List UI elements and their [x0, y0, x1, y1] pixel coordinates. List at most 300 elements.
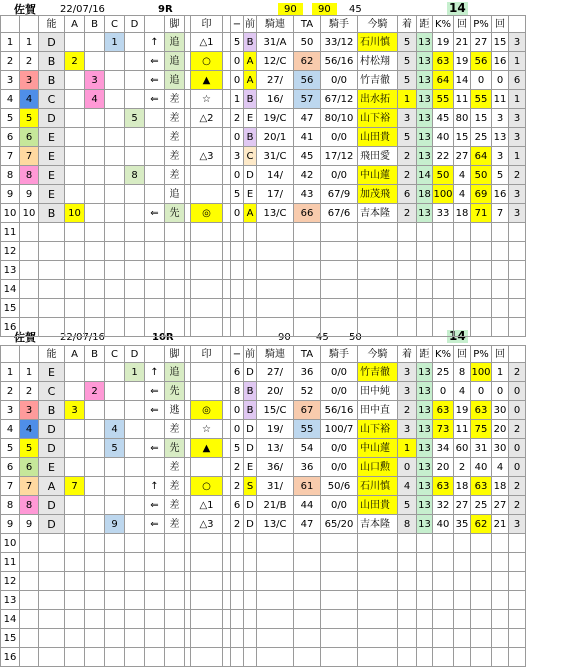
jockey-stats	[321, 572, 358, 591]
spacer	[223, 515, 231, 534]
current-jockey	[358, 534, 398, 553]
table-row	[1, 128, 526, 147]
spacer	[223, 242, 231, 261]
header-value-b: 45	[316, 332, 329, 343]
jockey-stats: 0/0	[321, 363, 358, 382]
k-percent	[433, 610, 454, 629]
rating-cell: E	[39, 166, 65, 185]
score-d	[125, 439, 145, 458]
score-a	[65, 648, 85, 667]
p-count: 16	[492, 185, 509, 204]
spacer	[223, 610, 231, 629]
column-header-row	[1, 16, 526, 33]
finish-cell	[398, 280, 417, 299]
current-jockey: 村松翔	[358, 52, 398, 71]
prev-grade	[244, 591, 257, 610]
row-number: 4	[1, 420, 20, 439]
p-count: 20	[492, 420, 509, 439]
jockey-stats	[321, 280, 358, 299]
jockey-combo: 31/	[257, 477, 294, 496]
k-count: 4	[454, 166, 471, 185]
final-cell: 2	[509, 477, 526, 496]
k-count: 21	[454, 33, 471, 52]
k-count	[454, 610, 471, 629]
p-percent	[471, 299, 492, 318]
score-a	[65, 363, 85, 382]
score-b	[85, 166, 105, 185]
rating-cell	[39, 280, 65, 299]
score-d: 1	[125, 363, 145, 382]
column-header: 着	[398, 346, 417, 363]
row-number: 14	[1, 280, 20, 299]
k-count	[454, 591, 471, 610]
jockey-combo: 13/C	[257, 515, 294, 534]
running-style	[165, 553, 185, 572]
jockey-combo: 36/	[257, 458, 294, 477]
score-a	[65, 33, 85, 52]
score-a	[65, 185, 85, 204]
p-count	[492, 591, 509, 610]
rating-cell: B	[39, 204, 65, 223]
score-c	[105, 299, 125, 318]
column-header: 能	[39, 16, 65, 33]
p-count: 21	[492, 515, 509, 534]
gate-number: 8	[20, 496, 39, 515]
spacer	[223, 71, 231, 90]
ta-value: 56	[294, 71, 321, 90]
running-style: 先	[165, 439, 185, 458]
trend-arrow: ⇐	[145, 496, 165, 515]
score-b: 3	[85, 71, 105, 90]
k-count	[454, 242, 471, 261]
jockey-combo	[257, 591, 294, 610]
mark-cell: ○	[191, 477, 223, 496]
k-percent: 40	[433, 515, 454, 534]
running-style	[165, 242, 185, 261]
row-number: 7	[1, 477, 20, 496]
distance-cell: 13	[417, 439, 433, 458]
k-percent: 40	[433, 128, 454, 147]
jockey-combo	[257, 242, 294, 261]
final-cell: 3	[509, 185, 526, 204]
jockey-stats: 0/0	[321, 439, 358, 458]
prev-pos	[231, 572, 244, 591]
final-cell	[509, 242, 526, 261]
prev-pos: 5	[231, 33, 244, 52]
ta-value: 54	[294, 439, 321, 458]
p-percent: 55	[471, 90, 492, 109]
column-header: 距	[417, 16, 433, 33]
running-style: 追	[165, 52, 185, 71]
k-percent	[433, 553, 454, 572]
finish-cell	[398, 242, 417, 261]
score-d	[125, 401, 145, 420]
trend-arrow	[145, 242, 165, 261]
column-header: 脚	[165, 16, 185, 33]
table-row	[1, 515, 526, 534]
jockey-stats: 56/16	[321, 52, 358, 71]
row-number: 13	[1, 591, 20, 610]
trend-arrow	[145, 261, 165, 280]
score-c	[105, 109, 125, 128]
row-number: 5	[1, 439, 20, 458]
ta-value	[294, 534, 321, 553]
column-header: −	[231, 16, 244, 33]
ta-value: 57	[294, 90, 321, 109]
score-a: 2	[65, 52, 85, 71]
spacer	[223, 534, 231, 553]
ta-value: 52	[294, 382, 321, 401]
ta-value	[294, 648, 321, 667]
score-d	[125, 52, 145, 71]
p-count: 4	[492, 458, 509, 477]
distance-cell: 13	[417, 109, 433, 128]
spacer	[223, 52, 231, 71]
running-style: 先	[165, 382, 185, 401]
column-header: P%	[471, 346, 492, 363]
final-cell: 3	[509, 515, 526, 534]
score-b	[85, 496, 105, 515]
score-b	[85, 33, 105, 52]
rating-cell	[39, 318, 65, 337]
row-number: 15	[1, 629, 20, 648]
finish-cell: 3	[398, 382, 417, 401]
mark-cell: △3	[191, 147, 223, 166]
prev-pos: 8	[231, 382, 244, 401]
current-jockey	[358, 629, 398, 648]
jockey-stats: 67/12	[321, 90, 358, 109]
current-jockey: 出水拓	[358, 90, 398, 109]
p-percent: 50	[471, 166, 492, 185]
trend-arrow: ⇐	[145, 52, 165, 71]
trend-arrow: ⇐	[145, 90, 165, 109]
finish-cell: 0	[398, 458, 417, 477]
final-cell: 3	[509, 128, 526, 147]
current-jockey	[358, 591, 398, 610]
p-count: 30	[492, 401, 509, 420]
prev-grade: B	[244, 401, 257, 420]
spacer	[223, 591, 231, 610]
rating-cell: E	[39, 363, 65, 382]
prev-grade: D	[244, 439, 257, 458]
trend-arrow: ⇐	[145, 401, 165, 420]
running-style	[165, 648, 185, 667]
column-header: C	[105, 16, 125, 33]
score-d	[125, 242, 145, 261]
rating-cell: C	[39, 382, 65, 401]
current-jockey	[358, 223, 398, 242]
current-jockey: 石川慎	[358, 33, 398, 52]
score-a	[65, 591, 85, 610]
trend-arrow: ↑	[145, 33, 165, 52]
spacer	[223, 553, 231, 572]
rating-cell: A	[39, 477, 65, 496]
prev-grade: E	[244, 109, 257, 128]
mark-cell	[191, 648, 223, 667]
column-header: 今騎	[358, 16, 398, 33]
running-style: 差	[165, 420, 185, 439]
mark-cell: ☆	[191, 90, 223, 109]
jockey-combo	[257, 572, 294, 591]
final-cell: 2	[509, 363, 526, 382]
row-number: 7	[1, 147, 20, 166]
k-count: 19	[454, 52, 471, 71]
mark-cell	[191, 629, 223, 648]
current-jockey	[358, 261, 398, 280]
jockey-combo	[257, 318, 294, 337]
finish-cell: 4	[398, 477, 417, 496]
mark-cell	[191, 242, 223, 261]
score-a	[65, 496, 85, 515]
p-percent: 25	[471, 128, 492, 147]
jockey-combo: 17/	[257, 185, 294, 204]
mark-cell	[191, 458, 223, 477]
gate-number: 3	[20, 401, 39, 420]
gate-number	[20, 553, 39, 572]
ta-value	[294, 280, 321, 299]
current-jockey: 山田貴	[358, 496, 398, 515]
ta-value	[294, 572, 321, 591]
p-count: 0	[492, 71, 509, 90]
prev-grade	[244, 629, 257, 648]
jockey-stats	[321, 242, 358, 261]
mark-cell: ○	[191, 52, 223, 71]
distance-cell: 13	[417, 33, 433, 52]
finish-cell: 8	[398, 515, 417, 534]
prev-pos	[231, 280, 244, 299]
jockey-combo: 31/A	[257, 33, 294, 52]
column-header: 騎手	[321, 346, 358, 363]
k-percent	[433, 591, 454, 610]
column-header: D	[125, 346, 145, 363]
score-d	[125, 458, 145, 477]
score-d: 5	[125, 109, 145, 128]
table-row	[1, 534, 526, 553]
gate-number	[20, 534, 39, 553]
running-style: 追	[165, 33, 185, 52]
score-b	[85, 223, 105, 242]
ta-value: 43	[294, 185, 321, 204]
current-jockey	[358, 280, 398, 299]
k-percent	[433, 318, 454, 337]
score-c	[105, 52, 125, 71]
score-d	[125, 648, 145, 667]
distance-cell	[417, 648, 433, 667]
column-header: 騎手	[321, 16, 358, 33]
k-count	[454, 299, 471, 318]
score-a	[65, 261, 85, 280]
prev-pos: 0	[231, 52, 244, 71]
jockey-combo	[257, 299, 294, 318]
jockey-stats: 56/16	[321, 401, 358, 420]
final-cell: 3	[509, 109, 526, 128]
ta-value	[294, 591, 321, 610]
gate-number: 8	[20, 166, 39, 185]
jockey-combo	[257, 223, 294, 242]
row-number: 15	[1, 299, 20, 318]
finish-cell: 3	[398, 363, 417, 382]
mark-cell	[191, 185, 223, 204]
current-jockey	[358, 242, 398, 261]
trend-arrow	[145, 648, 165, 667]
distance-cell: 13	[417, 420, 433, 439]
distance-cell: 13	[417, 90, 433, 109]
rating-cell: D	[39, 420, 65, 439]
final-cell: 0	[509, 401, 526, 420]
current-jockey: 吉本隆	[358, 204, 398, 223]
jockey-combo: 16/	[257, 90, 294, 109]
score-a: 7	[65, 477, 85, 496]
spacer	[223, 33, 231, 52]
k-percent: 63	[433, 401, 454, 420]
score-c: 9	[105, 515, 125, 534]
p-count: 16	[492, 52, 509, 71]
gate-number	[20, 299, 39, 318]
k-percent: 33	[433, 204, 454, 223]
table-row	[1, 109, 526, 128]
score-c	[105, 261, 125, 280]
score-a	[65, 610, 85, 629]
race-number: 10R	[152, 332, 174, 343]
k-percent	[433, 280, 454, 299]
score-b	[85, 648, 105, 667]
score-c	[105, 629, 125, 648]
final-cell: 1	[509, 90, 526, 109]
gate-number	[20, 318, 39, 337]
score-a	[65, 242, 85, 261]
spacer	[223, 299, 231, 318]
column-header: 前	[244, 16, 257, 33]
row-number: 8	[1, 496, 20, 515]
score-c: 5	[105, 439, 125, 458]
distance-cell	[417, 553, 433, 572]
prev-pos: 5	[231, 439, 244, 458]
score-d	[125, 629, 145, 648]
header-value-a: 90	[278, 332, 291, 343]
score-b	[85, 128, 105, 147]
gate-number: 4	[20, 90, 39, 109]
jockey-combo: 15/C	[257, 401, 294, 420]
jockey-stats	[321, 610, 358, 629]
score-c	[105, 204, 125, 223]
prev-pos	[231, 299, 244, 318]
p-percent: 31	[471, 439, 492, 458]
p-count: 3	[492, 147, 509, 166]
jockey-stats: 0/0	[321, 71, 358, 90]
finish-cell	[398, 572, 417, 591]
jockey-combo: 13/	[257, 439, 294, 458]
ta-value	[294, 553, 321, 572]
score-c	[105, 128, 125, 147]
prev-grade: E	[244, 185, 257, 204]
k-percent: 19	[433, 33, 454, 52]
jockey-stats	[321, 553, 358, 572]
finish-cell	[398, 299, 417, 318]
score-a	[65, 629, 85, 648]
k-count	[454, 223, 471, 242]
score-b	[85, 147, 105, 166]
running-style	[165, 280, 185, 299]
column-header-blank	[223, 16, 231, 33]
row-number: 11	[1, 553, 20, 572]
gate-number: 2	[20, 382, 39, 401]
spacer	[223, 648, 231, 667]
p-percent	[471, 318, 492, 337]
prev-pos: 5	[231, 185, 244, 204]
jockey-combo: 14/	[257, 166, 294, 185]
finish-cell: 1	[398, 439, 417, 458]
table-row	[1, 223, 526, 242]
jockey-stats: 0/0	[321, 166, 358, 185]
prev-pos: 0	[231, 128, 244, 147]
current-jockey: 加茂飛	[358, 185, 398, 204]
running-style	[165, 629, 185, 648]
mark-cell	[191, 299, 223, 318]
mark-cell: △1	[191, 33, 223, 52]
jockey-stats: 65/20	[321, 515, 358, 534]
prev-pos	[231, 223, 244, 242]
score-c	[105, 458, 125, 477]
distance-cell	[417, 299, 433, 318]
running-style: 差	[165, 515, 185, 534]
p-count	[492, 261, 509, 280]
final-cell	[509, 299, 526, 318]
spacer	[223, 185, 231, 204]
score-d	[125, 280, 145, 299]
trend-arrow	[145, 629, 165, 648]
ta-value: 47	[294, 109, 321, 128]
score-b	[85, 280, 105, 299]
ta-value	[294, 299, 321, 318]
running-style	[165, 261, 185, 280]
p-percent: 64	[471, 147, 492, 166]
gate-number	[20, 223, 39, 242]
score-c: 4	[105, 420, 125, 439]
jockey-stats	[321, 223, 358, 242]
prev-grade	[244, 572, 257, 591]
column-header: 回	[454, 346, 471, 363]
score-c	[105, 166, 125, 185]
spacer	[223, 261, 231, 280]
score-d	[125, 204, 145, 223]
prev-grade	[244, 648, 257, 667]
rating-cell: D	[39, 496, 65, 515]
finish-cell: 1	[398, 90, 417, 109]
score-d	[125, 515, 145, 534]
score-d	[125, 147, 145, 166]
rating-cell	[39, 242, 65, 261]
score-c	[105, 477, 125, 496]
p-percent: 71	[471, 204, 492, 223]
ta-value: 67	[294, 401, 321, 420]
k-count	[454, 553, 471, 572]
table-row	[1, 185, 526, 204]
score-c	[105, 648, 125, 667]
running-style: 差	[165, 458, 185, 477]
k-percent	[433, 648, 454, 667]
spacer	[223, 496, 231, 515]
k-count	[454, 280, 471, 299]
table-row	[1, 477, 526, 496]
trend-arrow: ↑	[145, 477, 165, 496]
rating-cell: E	[39, 458, 65, 477]
column-header: A	[65, 16, 85, 33]
mark-cell: ▲	[191, 71, 223, 90]
prev-pos	[231, 534, 244, 553]
ta-value: 62	[294, 52, 321, 71]
p-percent: 69	[471, 185, 492, 204]
k-count: 2	[454, 458, 471, 477]
